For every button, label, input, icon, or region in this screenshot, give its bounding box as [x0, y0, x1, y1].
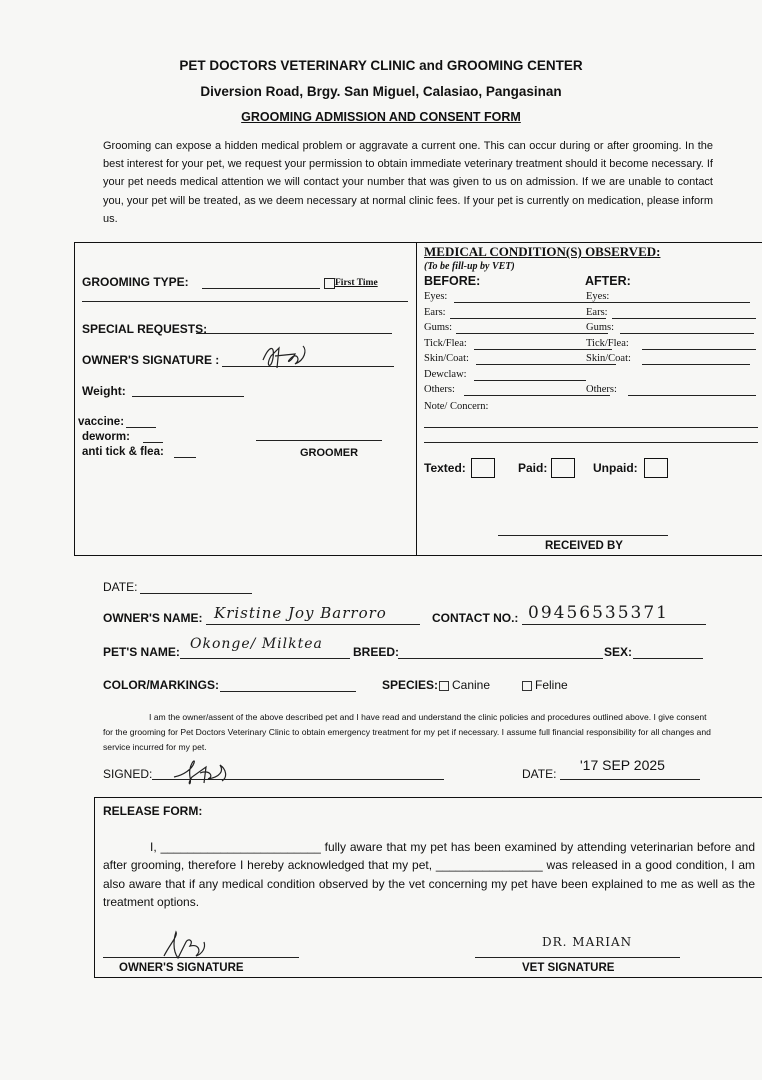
after-field-input[interactable]	[628, 395, 756, 396]
before-field-label: Eyes:	[424, 291, 448, 302]
species-feline-option[interactable]	[522, 678, 568, 692]
grooming-type-line-2[interactable]	[82, 301, 408, 302]
breed-field[interactable]	[398, 658, 603, 659]
unpaid-checkbox[interactable]	[644, 458, 668, 478]
form-title: GROOMING ADMISSION AND CONSENT FORM	[241, 110, 521, 124]
before-field-label: Ears:	[424, 307, 446, 318]
received-by-field[interactable]	[498, 535, 668, 536]
sex-label: SEX:	[604, 645, 633, 659]
unpaid-label: Unpaid:	[593, 461, 638, 475]
after-field-label: Tick/Flea:	[586, 338, 629, 349]
first-time-checkbox[interactable]	[324, 278, 335, 289]
vaccine-field[interactable]	[126, 427, 156, 428]
contact-label: CONTACT NO.:	[432, 611, 519, 625]
species-canine-option[interactable]	[439, 678, 490, 692]
vet-signature-label: VET SIGNATURE	[522, 962, 615, 974]
breed-label: BREED:	[353, 645, 400, 659]
note-line-2[interactable]	[424, 442, 758, 443]
feline-label: Feline	[535, 678, 568, 692]
after-field-label: Others:	[586, 384, 617, 395]
species-label: SPECIES:	[382, 678, 439, 692]
note-concern-label: Note/ Concern:	[424, 401, 489, 412]
color-markings-field[interactable]	[220, 691, 356, 692]
client-signature-mark	[170, 755, 234, 796]
texted-label: Texted:	[424, 461, 466, 475]
signed-date-value: '17 SEP 2025	[580, 757, 665, 773]
before-field-label: Tick/Flea:	[424, 338, 467, 349]
before-field-label: Dewclaw:	[424, 369, 467, 380]
after-field-input[interactable]	[612, 318, 756, 319]
before-field-input[interactable]	[454, 302, 612, 303]
anti-tick-label: anti tick & flea:	[82, 446, 164, 458]
vet-subtitle: (To be fill-up by VET)	[424, 261, 515, 272]
weight-field[interactable]	[132, 396, 244, 397]
groomer-label: GROOMER	[300, 447, 359, 459]
after-field-label: Gums:	[586, 322, 615, 333]
paid-checkbox[interactable]	[551, 458, 575, 478]
owner-signature-mark	[255, 340, 315, 379]
vet-signature-field[interactable]	[475, 957, 680, 958]
after-field-input[interactable]	[642, 349, 756, 350]
grooming-table	[74, 242, 762, 556]
after-field-label: Skin/Coat:	[586, 353, 631, 364]
deworm-label: deworm:	[82, 431, 130, 443]
release-statement: I, ________________________ fully aware that my pet has been examined by attending veterinarian before and after grooming, therefore I hereby acknowledged that my pet, ________________ was released in a good condition, I am also aware that if any medical condition observed by the vet concerning my pet have been explained to me as well as the treatment options.	[103, 840, 755, 910]
medical-condition-title: MEDICAL CONDITION(S) OBSERVED:	[424, 244, 661, 259]
canine-checkbox[interactable]	[439, 681, 449, 691]
clinic-address: Diversion Road, Brgy. San Miguel, Calasiao, Pangasinan	[200, 84, 562, 99]
signed-label: SIGNED:	[103, 767, 153, 781]
after-field-label: Ears:	[586, 307, 608, 318]
first-time-label: First Time	[335, 278, 378, 288]
before-field-input[interactable]	[474, 349, 612, 350]
grooming-type-label: GROOMING TYPE:	[82, 275, 189, 289]
canine-label: Canine	[452, 678, 491, 692]
contact-field[interactable]	[522, 624, 706, 625]
note-line-1[interactable]	[424, 427, 758, 428]
before-field-label: Skin/Coat:	[424, 353, 469, 364]
pet-name-field[interactable]	[180, 658, 350, 659]
pet-name-label: PET'S NAME:	[103, 645, 180, 659]
date-label: DATE:	[103, 580, 138, 594]
after-field-label: Eyes:	[586, 291, 610, 302]
color-markings-label: COLOR/MARKINGS:	[103, 678, 219, 692]
before-field-label: Others:	[424, 384, 455, 395]
owner-name-label: OWNER'S NAME:	[103, 611, 203, 625]
grooming-type-field[interactable]	[202, 288, 320, 289]
release-form-title: RELEASE FORM:	[103, 804, 203, 818]
feline-checkbox[interactable]	[522, 681, 532, 691]
signed-date-field[interactable]	[560, 779, 700, 780]
special-requests-field[interactable]	[196, 333, 392, 334]
date-field[interactable]	[140, 593, 252, 594]
before-field-input[interactable]	[450, 318, 606, 319]
pet-name-value: Okonge/ Milktea	[190, 636, 323, 652]
vet-name-handwritten: DR. MARIAN	[542, 935, 633, 949]
deworm-field[interactable]	[143, 442, 163, 443]
received-by-label: RECEIVED BY	[545, 540, 623, 552]
consent-statement: I am the owner/assent of the above described pet and I have read and understand the clinic policies and procedures outlined above. I give consent for the grooming for Pet Doctors Veterinary Clinic to obtain emergency treatment for my pet if necessary. I assume full financial responsibility for all changes and service incurred for my pet.	[103, 712, 711, 752]
after-field-input[interactable]	[642, 364, 750, 365]
before-field-label: Gums:	[424, 322, 453, 333]
table-divider	[416, 242, 417, 555]
owner-signature-label: OWNER'S SIGNATURE :	[82, 353, 220, 367]
special-requests-label: SPECIAL REQUESTS:	[82, 322, 208, 336]
owner-name-field[interactable]	[206, 624, 420, 625]
after-label: AFTER:	[585, 274, 631, 288]
owner-name-value: Kristine Joy Barroro	[214, 604, 387, 622]
signed-date-label: DATE:	[522, 767, 557, 781]
anti-tick-field[interactable]	[174, 457, 196, 458]
release-owner-signature-label: OWNER'S SIGNATURE	[119, 962, 244, 974]
sex-field[interactable]	[633, 658, 703, 659]
paid-label: Paid:	[518, 461, 548, 475]
after-field-input[interactable]	[620, 333, 754, 334]
before-field-input[interactable]	[474, 380, 586, 381]
vaccine-label: vaccine:	[78, 416, 125, 428]
before-field-input[interactable]	[476, 364, 616, 365]
after-field-input[interactable]	[612, 302, 750, 303]
clinic-name: PET DOCTORS VETERINARY CLINIC and GROOMING CENTER	[179, 58, 583, 73]
texted-checkbox[interactable]	[471, 458, 495, 478]
before-field-input[interactable]	[456, 333, 608, 334]
before-field-input[interactable]	[464, 395, 610, 396]
weight-label: Weight:	[82, 384, 126, 398]
contact-value: 09456535371	[528, 603, 669, 623]
groomer-signature-field[interactable]	[256, 440, 382, 441]
intro-paragraph: Grooming can expose a hidden medical problem or aggravate a current one. This can occur during or after grooming. In the best interest for your pet, we request your permission to obtain immediate veterinary treatment should it become necessary. If your pet needs medical attention we will contact your number that was given to us on admission. If we are unable to contact you, your pet will be treated, as we deem necessary at normal clinic fees. If your pet is currently on medication, please inform us.	[103, 140, 713, 225]
before-label: BEFORE:	[424, 274, 481, 288]
